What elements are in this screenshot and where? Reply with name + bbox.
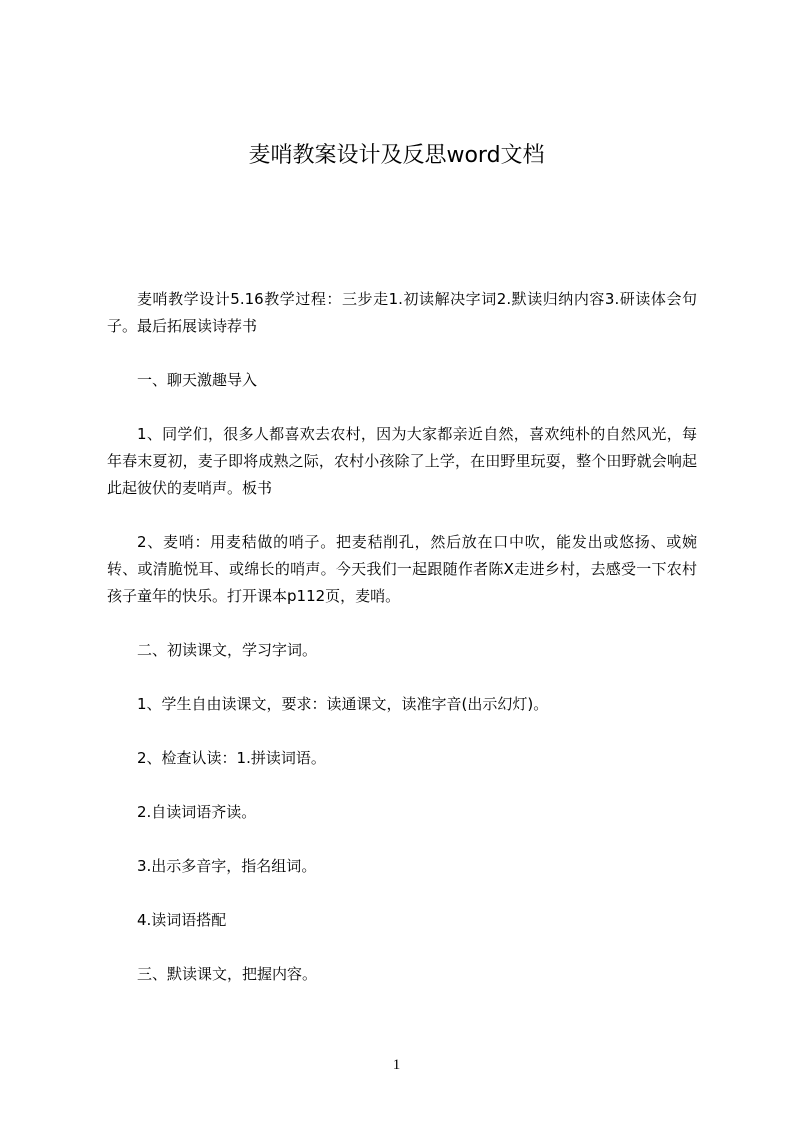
paragraph-2-2: 2、检查认读：1.拼读词语。 — [137, 749, 326, 767]
page-number: 1 — [392, 1057, 401, 1073]
paragraph-2-4: 3.出示多音字，指名组词。 — [137, 857, 317, 875]
section-heading-1: 一、聊天激趣导入 — [137, 371, 258, 389]
section-heading-2: 二、初读课文，学习字词。 — [137, 641, 318, 659]
document-title: 麦哨教案设计及反思word文档 — [248, 143, 545, 168]
paragraph-1-1: 1、同学们，很多人都喜欢去农村，因为大家都亲近自然，喜欢纯朴的自然风光，每年春末夏初，麦子即将成熟之际，农村小孩除了上学，在田野里玩耍，整个田野就会响起此起彼伏的麦哨声。板书 — [107, 425, 697, 497]
paragraph-1-2: 2、麦哨：用麦秸做的哨子。把麦秸削孔，然后放在口中吹，能发出或悠扬、或婉转、或清脆悦耳、或绵长的哨声。今天我们一起跟随作者陈X走进乡村，去感受一下农村孩子童年的快乐。打开课本p112页，麦哨。 — [107, 533, 697, 605]
section-heading-3: 三、默读课文，把握内容。 — [137, 965, 318, 983]
document-body — [107, 286, 697, 988]
paragraph-2-5: 4.读词语搭配 — [137, 911, 227, 929]
paragraph-2-3: 2.自读词语齐读。 — [137, 803, 257, 821]
intro-paragraph: 麦哨教学设计5.16教学过程：三步走1.初读解决字词2.默读归纳内容3.研读体会句子。最后拓展读诗荐书 — [107, 290, 697, 335]
paragraph-2-1: 1、学生自由读课文，要求：读通课文，读准字音(出示幻灯)。 — [137, 695, 549, 713]
